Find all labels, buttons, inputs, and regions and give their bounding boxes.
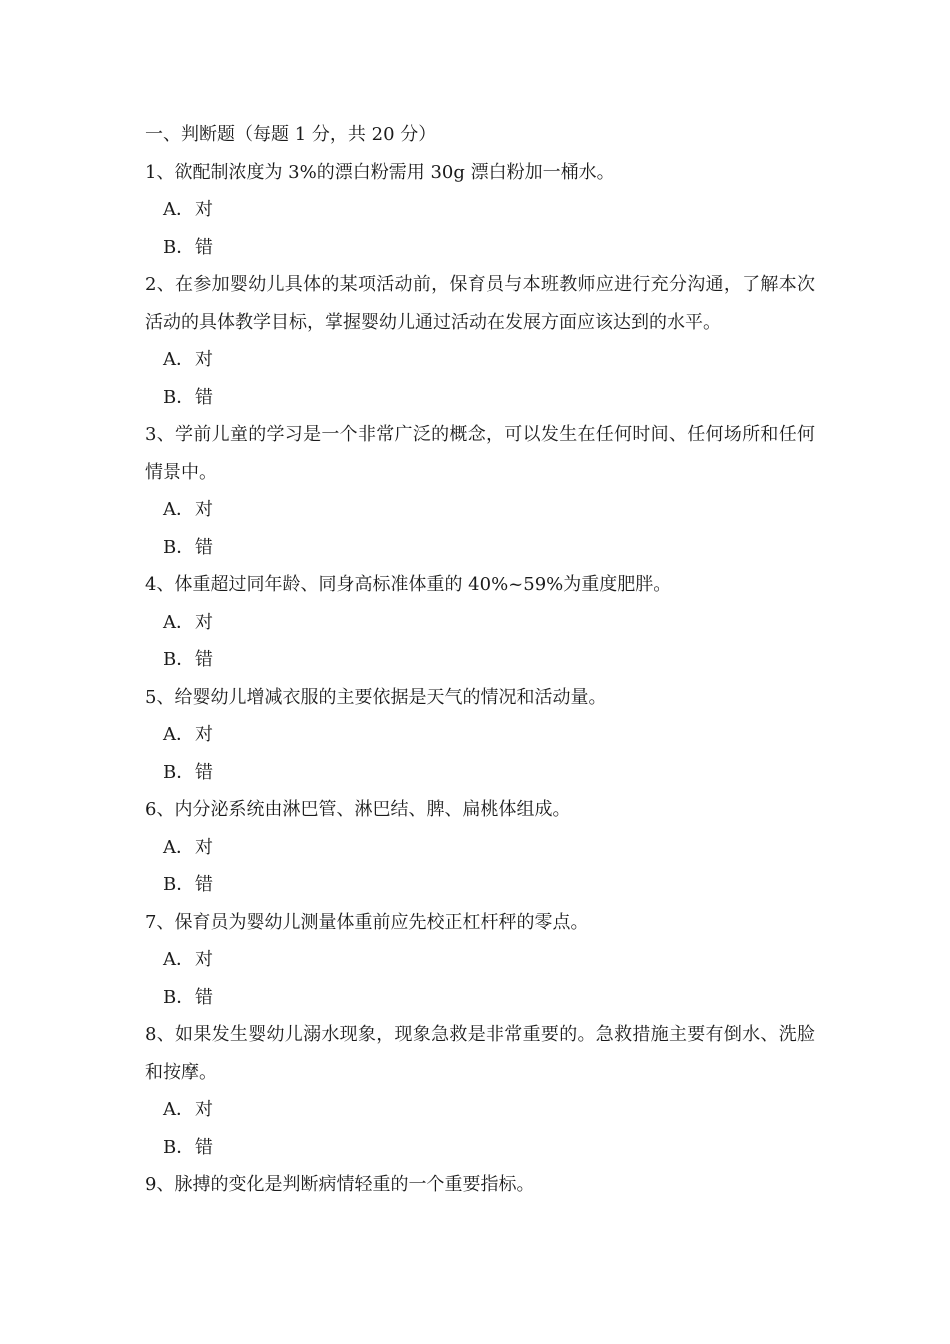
question-item — [145, 566, 815, 679]
answer-option — [145, 229, 815, 267]
option-label: 错 — [195, 874, 213, 895]
question-text: 8、如果发生婴幼儿溺水现象，现象急救是非常重要的。急救措施主要有倒水、洗脸和按摩。 — [145, 1024, 815, 1083]
question-text: 7、保育员为婴幼儿测量体重前应先校正杠杆秤的零点。 — [145, 911, 589, 933]
answer-option — [145, 716, 815, 754]
option-letter: B． — [163, 761, 195, 783]
answer-option — [145, 941, 815, 979]
option-letter: B． — [163, 536, 195, 558]
question-item — [145, 266, 815, 416]
option-label: 对 — [195, 611, 213, 633]
option-letter: B． — [163, 986, 195, 1008]
option-label: 对 — [195, 349, 213, 370]
question-text: 4、体重超过同年龄、同身高标准体重的 40%~59%为重度肥胖。 — [145, 574, 672, 595]
option-label: 对 — [195, 199, 213, 220]
option-label: 错 — [195, 236, 213, 258]
option-label: 错 — [195, 1136, 213, 1158]
option-label: 错 — [195, 386, 213, 408]
answer-option — [145, 829, 815, 867]
question-text: 1、欲配制浓度为 3%的漂白粉需用 30g 漂白粉加一桶水。 — [145, 161, 615, 183]
answer-option — [145, 491, 815, 529]
answer-option — [145, 191, 815, 229]
option-letter: B． — [163, 236, 195, 258]
option-letter: B． — [163, 874, 195, 895]
question-text: 3、学前儿童的学习是一个非常广泛的概念，可以发生在任何时间、任何场所和任何情景中。 — [145, 424, 815, 483]
answer-option — [145, 379, 815, 417]
option-letter: A． — [163, 611, 194, 633]
option-label: 对 — [195, 836, 213, 858]
question-item — [145, 1016, 815, 1166]
question-item — [145, 416, 815, 566]
question-item — [145, 791, 815, 904]
question-list — [145, 154, 815, 1204]
option-letter: A． — [163, 1099, 194, 1120]
question-item — [145, 1166, 815, 1204]
option-label: 对 — [195, 1099, 213, 1120]
option-label: 对 — [195, 949, 213, 970]
question-text: 6、内分泌系统由淋巴管、淋巴结、脾、扁桃体组成。 — [145, 799, 571, 820]
option-letter: B． — [163, 649, 195, 670]
answer-option — [145, 641, 815, 679]
question-item — [145, 679, 815, 792]
option-label: 错 — [195, 649, 213, 670]
document-content — [145, 116, 815, 1204]
option-label: 错 — [195, 986, 213, 1008]
option-label: 对 — [195, 724, 213, 745]
question-item — [145, 904, 815, 1017]
option-letter: A． — [163, 836, 194, 858]
answer-option — [145, 866, 815, 904]
option-letter: A． — [163, 349, 194, 370]
option-label: 对 — [195, 499, 213, 520]
answer-option — [145, 979, 815, 1017]
option-label: 错 — [195, 761, 213, 783]
option-letter: A． — [163, 724, 194, 745]
section-title: 一、判断题（每题 1 分，共 20 分） — [145, 124, 437, 145]
question-item — [145, 154, 815, 267]
question-text: 2、在参加婴幼儿具体的某项活动前，保育员与本班教师应进行充分沟通，了解本次活动的具体教学目标，掌握婴幼儿通过活动在发展方面应该达到的水平。 — [145, 274, 815, 333]
answer-option — [145, 754, 815, 792]
question-text: 9、脉搏的变化是判断病情轻重的一个重要指标。 — [145, 1174, 535, 1195]
question-text: 5、给婴幼儿增减衣服的主要依据是天气的情况和活动量。 — [145, 686, 607, 708]
answer-option — [145, 529, 815, 567]
answer-option — [145, 1091, 815, 1129]
answer-option — [145, 604, 815, 642]
option-letter: A． — [163, 949, 194, 970]
answer-option — [145, 1129, 815, 1167]
option-letter: A． — [163, 499, 194, 520]
option-label: 错 — [195, 536, 213, 558]
option-letter: B． — [163, 1136, 195, 1158]
option-letter: B． — [163, 386, 195, 408]
answer-option — [145, 341, 815, 379]
option-letter: A． — [163, 199, 194, 220]
